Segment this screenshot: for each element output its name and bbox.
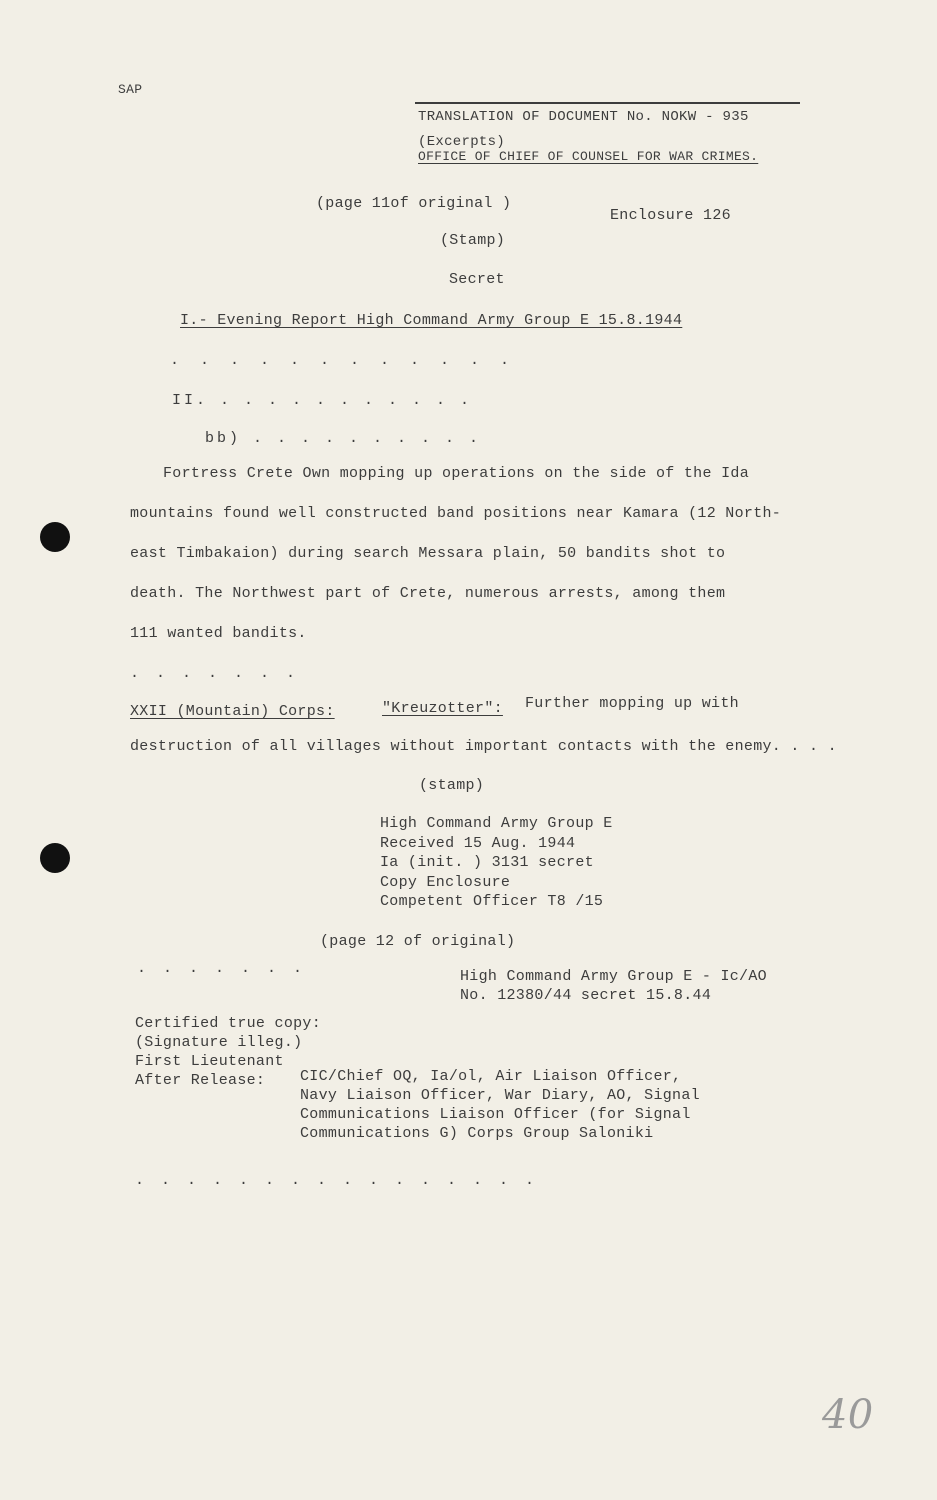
operation-name: "Kreuzotter": [382,700,503,717]
handwritten-page-number: 40 [822,1392,874,1438]
after-release-line-4: Communications G) Corps Group Saloniki [300,1125,654,1142]
section-two: II. . . . . . . . . . . . [172,392,473,409]
translation-line: TRANSLATION OF DOCUMENT No. NOKW - 935 [418,109,749,125]
stamp-line-2: Received 15 Aug. 1944 [380,835,576,852]
page-reference-1: (page 11of original ) [316,195,512,212]
stamp-2-label: (stamp) [419,777,485,794]
ellipsis-row-4: . . . . . . . . . . . . . . . . [135,1172,539,1189]
corps-text-2: destruction of all villages without important contacts with the enemy. . . . [130,738,837,755]
body-line-5: 111 wanted bandits. [130,625,307,642]
after-release-line-3: Communications Liaison Officer (for Signal [300,1106,691,1123]
stamp-line-4: Copy Enclosure [380,874,511,891]
body-line-3: east Timbakaion) during search Messara plain, 50 bandits shot to [130,545,726,562]
stamp-line-3: Ia (init. ) 3131 secret [380,854,594,871]
secret-label: Secret [449,271,505,288]
certified-line-2: (Signature illeg.) [135,1034,303,1051]
punch-hole-bottom [40,843,70,873]
hq-line-2: No. 12380/44 secret 15.8.44 [460,987,712,1004]
after-release-line-1: CIC/Chief OQ, Ia/ol, Air Liaison Officer, [300,1068,682,1085]
corps-label: XXII (Mountain) Corps: [130,703,335,720]
after-release-label: After Release: [135,1072,266,1089]
hq-line-1: High Command Army Group E - Ic/AO [460,968,767,985]
excerpts-label: (Excerpts) [418,134,506,150]
certified-line-3: First Lieutenant [135,1053,284,1070]
corner-mark: SAP [118,82,143,97]
ellipsis-row-3: . . . . . . . [137,960,307,977]
after-release-line-2: Navy Liaison Officer, War Diary, AO, Signal [300,1087,700,1104]
ellipsis-row-1: . . . . . . . . . . . . [170,352,516,369]
body-line-2: mountains found well constructed band positions near Kamara (12 North- [130,505,782,522]
office-line: OFFICE OF CHIEF OF COUNSEL FOR WAR CRIMES. [418,149,759,164]
stamp-line-5: Competent Officer T8 /15 [380,893,604,910]
certified-line-1: Certified true copy: [135,1015,322,1032]
punch-hole-top [40,522,70,552]
subsection-bb: bb) . . . . . . . . . . [205,430,482,447]
stamp-label: (Stamp) [440,232,506,249]
enclosure-label: Enclosure 126 [610,207,731,224]
ellipsis-row-2: . . . . . . . [130,665,300,682]
stamp-line-1: High Command Army Group E [380,815,613,832]
section-title: I.- Evening Report High Command Army Group E 15.8.1944 [180,312,683,329]
corps-text-1: Further mopping up with [525,695,739,712]
page-reference-2: (page 12 of original) [320,933,516,950]
body-line-1: Fortress Crete Own mopping up operations on the side of the Ida [163,465,749,482]
body-line-4: death. The Northwest part of Crete, numerous arrests, among them [130,585,726,602]
header-rule [415,102,800,104]
